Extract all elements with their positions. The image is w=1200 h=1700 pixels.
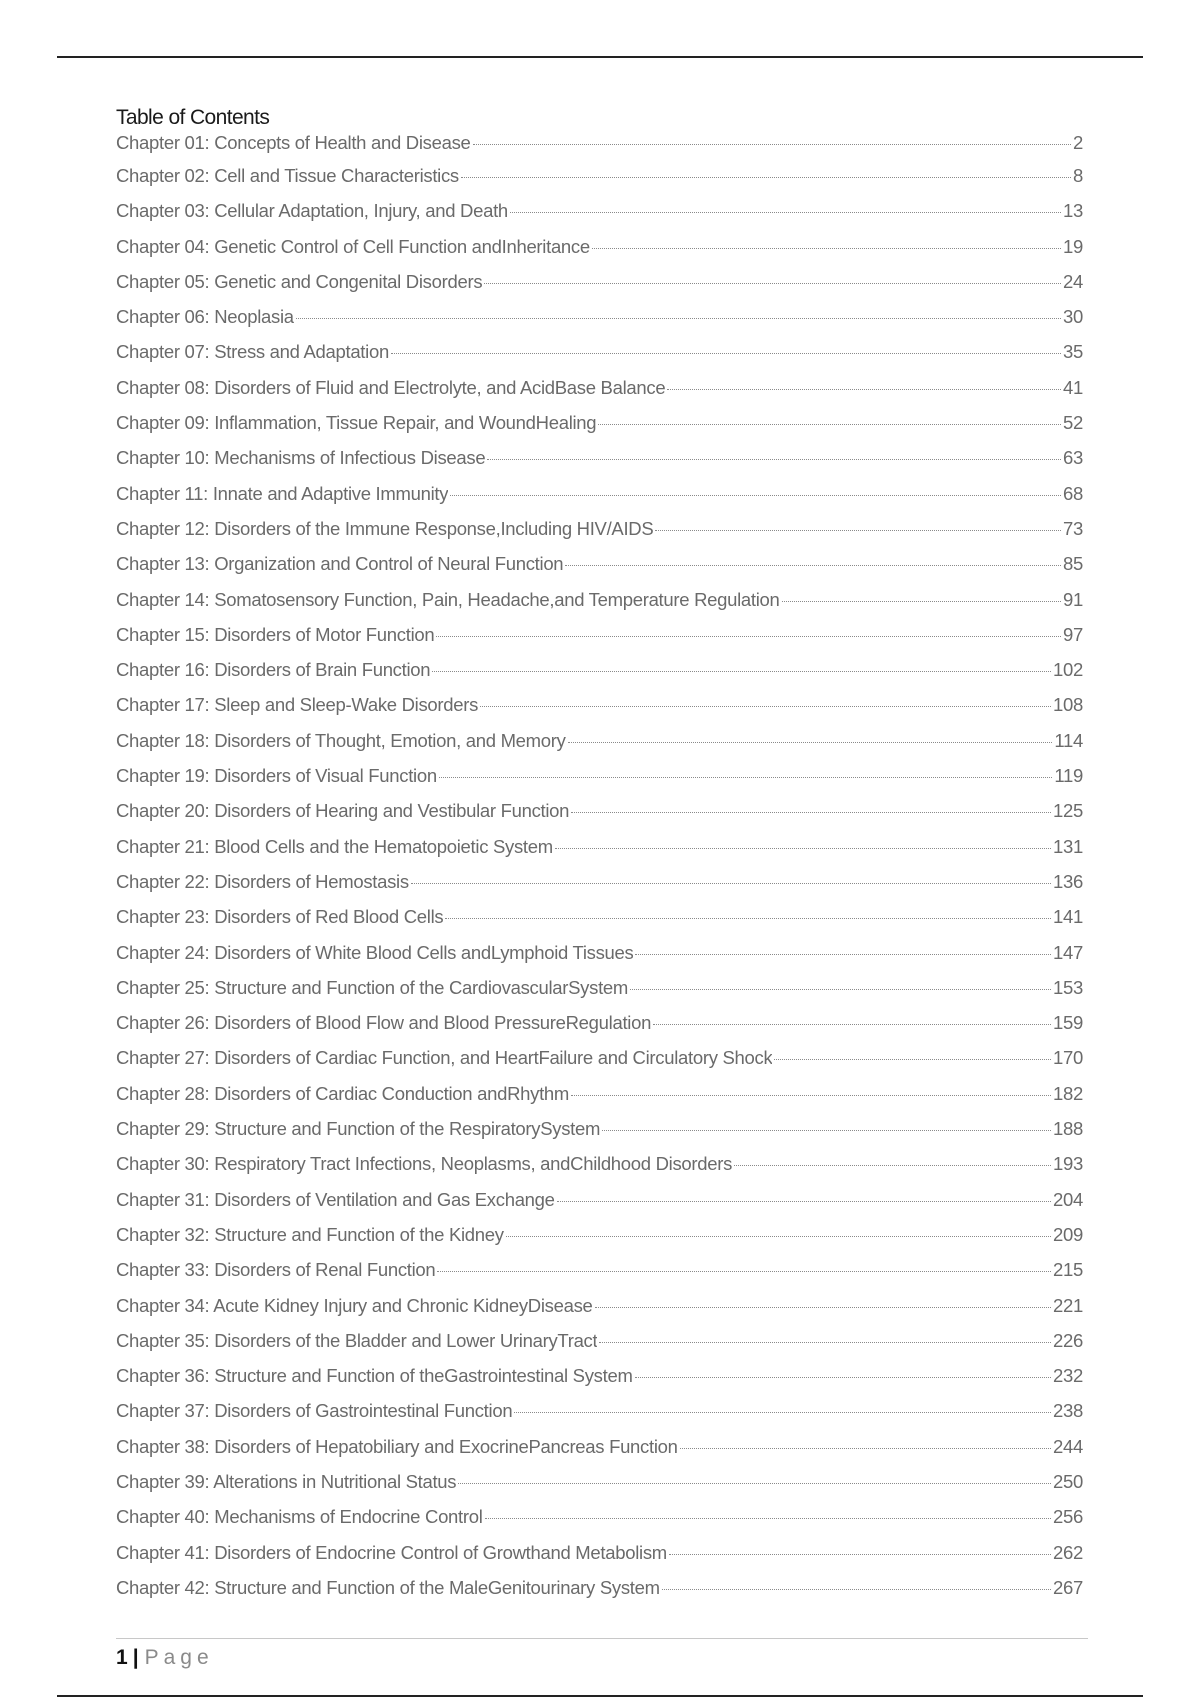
toc-entry[interactable] <box>116 765 1083 800</box>
dot-leader <box>480 706 1051 707</box>
toc-entry[interactable] <box>116 942 1083 977</box>
toc-list <box>116 132 1083 1612</box>
toc-entry-page: 41 <box>1063 376 1083 398</box>
toc-entry[interactable] <box>116 1400 1083 1435</box>
toc-entry[interactable] <box>116 1047 1083 1082</box>
dot-leader <box>411 883 1051 884</box>
toc-entry-page: 2 <box>1073 132 1083 153</box>
toc-entry[interactable] <box>116 1330 1083 1365</box>
footer-rule <box>116 1638 1088 1639</box>
toc-entry-page: 97 <box>1063 623 1083 645</box>
toc-entry-page: 108 <box>1053 694 1083 716</box>
toc-entry-label: Chapter 11: Innate and Adaptive Immunity <box>116 482 449 504</box>
dot-leader <box>555 848 1051 849</box>
toc-entry-label: Chapter 27: Disorders of Cardiac Function, and HeartFailure and Circulatory Shock <box>116 1047 773 1069</box>
dot-leader <box>635 1377 1051 1378</box>
dot-leader <box>774 1059 1051 1060</box>
toc-entry[interactable] <box>116 694 1083 729</box>
toc-entry-label: Chapter 04: Genetic Control of Cell Function andInheritance <box>116 235 590 257</box>
toc-entry-page: 226 <box>1053 1329 1083 1351</box>
dot-leader <box>667 389 1061 390</box>
toc-entry-label: Chapter 41: Disorders of Endocrine Control of Growthand Metabolism <box>116 1541 667 1563</box>
dot-leader <box>485 1518 1051 1519</box>
toc-entry[interactable] <box>116 977 1083 1012</box>
toc-entry-label: Chapter 09: Inflammation, Tissue Repair, and WoundHealing <box>116 412 597 434</box>
toc-entry[interactable] <box>116 1118 1083 1153</box>
dot-leader <box>662 1589 1051 1590</box>
toc-entry-label: Chapter 29: Structure and Function of the RespiratorySystem <box>116 1118 601 1140</box>
dot-leader <box>437 1271 1051 1272</box>
toc-entry-page: 13 <box>1063 200 1083 222</box>
toc-entry-page: 52 <box>1063 412 1083 434</box>
dot-leader <box>506 1236 1051 1237</box>
toc-entry-page: 30 <box>1063 306 1083 328</box>
toc-entry[interactable] <box>116 1506 1083 1541</box>
toc-entry-page: 102 <box>1053 659 1083 681</box>
toc-entry-page: 85 <box>1063 553 1083 575</box>
toc-entry-page: 147 <box>1053 941 1083 963</box>
toc-entry-label: Chapter 14: Somatosensory Function, Pain, Headache,and Temperature Regulation <box>116 588 780 610</box>
toc-entry[interactable] <box>116 1224 1083 1259</box>
toc-entry-label: Chapter 35: Disorders of the Bladder and Lower UrinaryTract <box>116 1329 598 1351</box>
toc-entry[interactable] <box>116 377 1083 412</box>
toc-entry[interactable] <box>116 1436 1083 1471</box>
toc-entry-label: Chapter 26: Disorders of Blood Flow and Blood PressureRegulation <box>116 1012 652 1034</box>
toc-entry-page: 153 <box>1053 976 1083 998</box>
toc-entry-page: 136 <box>1053 870 1083 892</box>
toc-entry-label: Chapter 05: Genetic and Congenital Disorders <box>116 270 483 292</box>
dot-leader <box>571 812 1051 813</box>
toc-entry-label: Chapter 22: Disorders of Hemostasis <box>116 870 409 892</box>
toc-entry[interactable] <box>116 271 1083 306</box>
toc-entry-label: Chapter 39: Alterations in Nutritional Status <box>116 1470 457 1492</box>
toc-entry-label: Chapter 07: Stress and Adaptation <box>116 341 389 363</box>
toc-entry-label: Chapter 18: Disorders of Thought, Emotion, and Memory <box>116 729 566 751</box>
toc-entry-label: Chapter 23: Disorders of Red Blood Cells <box>116 906 444 928</box>
toc-entry-label: Chapter 28: Disorders of Cardiac Conduction andRhythm <box>116 1082 570 1104</box>
dot-leader <box>514 1412 1051 1413</box>
toc-entry[interactable] <box>116 412 1083 447</box>
toc-entry[interactable] <box>116 1189 1083 1224</box>
toc-entry-label: Chapter 06: Neoplasia <box>116 306 294 328</box>
page-word: Page <box>144 1646 214 1669</box>
toc-entry[interactable] <box>116 1083 1083 1118</box>
toc-entry-page: 215 <box>1053 1259 1083 1281</box>
toc-entry-label: Chapter 30: Respiratory Tract Infections, Neoplasms, andChildhood Disorders <box>116 1153 733 1175</box>
page-footer <box>116 1643 214 1673</box>
toc-entry[interactable] <box>116 1295 1083 1330</box>
toc-entry[interactable] <box>116 589 1083 624</box>
toc-entry-page: 63 <box>1063 447 1083 469</box>
toc-entry[interactable] <box>116 1365 1083 1400</box>
toc-entry-page: 24 <box>1063 270 1083 292</box>
toc-entry[interactable] <box>116 165 1083 200</box>
toc-entry-page: 125 <box>1053 800 1083 822</box>
toc-entry[interactable] <box>116 800 1083 835</box>
toc-entry-label: Chapter 17: Sleep and Sleep-Wake Disorders <box>116 694 479 716</box>
dot-leader <box>445 918 1051 919</box>
toc-entry-page: 250 <box>1053 1470 1083 1492</box>
toc-title: Table of Contents <box>116 106 270 129</box>
toc-entry-page: 68 <box>1063 482 1083 504</box>
dot-leader <box>669 1554 1051 1555</box>
toc-entry[interactable] <box>116 624 1083 659</box>
toc-entry-label: Chapter 15: Disorders of Motor Function <box>116 623 435 645</box>
dot-leader <box>391 353 1061 354</box>
toc-entry[interactable] <box>116 132 1083 165</box>
toc-entry-page: 193 <box>1053 1153 1083 1175</box>
toc-entry-page: 170 <box>1053 1047 1083 1069</box>
toc-entry-page: 35 <box>1063 341 1083 363</box>
footer-separator: | <box>132 1646 139 1669</box>
toc-entry[interactable] <box>116 836 1083 871</box>
toc-entry-label: Chapter 31: Disorders of Ventilation and Gas Exchange <box>116 1188 555 1210</box>
dot-leader <box>571 1095 1051 1096</box>
dot-leader <box>461 177 1071 178</box>
toc-entry-page: 221 <box>1053 1294 1083 1316</box>
dot-leader <box>602 1130 1051 1131</box>
toc-entry-page: 141 <box>1053 906 1083 928</box>
toc-entry[interactable] <box>116 1012 1083 1047</box>
toc-entry-label: Chapter 25: Structure and Function of the CardiovascularSystem <box>116 976 629 998</box>
toc-entry-label: Chapter 38: Disorders of Hepatobiliary and ExocrinePancreas Function <box>116 1435 678 1457</box>
toc-entry[interactable] <box>116 518 1083 553</box>
toc-entry[interactable] <box>116 200 1083 235</box>
toc-entry-label: Chapter 13: Organization and Control of Neural Function <box>116 553 564 575</box>
toc-entry-label: Chapter 42: Structure and Function of the MaleGenitourinary System <box>116 1576 660 1598</box>
toc-entry-label: Chapter 33: Disorders of Renal Function <box>116 1259 436 1281</box>
toc-entry-page: 182 <box>1053 1082 1083 1104</box>
toc-entry-page: 131 <box>1053 835 1083 857</box>
dot-leader <box>782 601 1061 602</box>
toc-entry-page: 262 <box>1053 1541 1083 1563</box>
dot-leader <box>630 989 1051 990</box>
toc-entry-page: 256 <box>1053 1506 1083 1528</box>
toc-entry-page: 232 <box>1053 1365 1083 1387</box>
dot-leader <box>458 1483 1051 1484</box>
dot-leader <box>487 459 1061 460</box>
dot-leader <box>439 777 1053 778</box>
toc-entry-page: 19 <box>1063 235 1083 257</box>
toc-entry[interactable] <box>116 1153 1083 1188</box>
toc-entry-label: Chapter 01: Concepts of Health and Disease <box>116 132 471 153</box>
toc-entry-page: 244 <box>1053 1435 1083 1457</box>
toc-entry-page: 238 <box>1053 1400 1083 1422</box>
dot-leader <box>510 212 1061 213</box>
toc-entry-label: Chapter 20: Disorders of Hearing and Vestibular Function <box>116 800 570 822</box>
toc-entry-label: Chapter 16: Disorders of Brain Function <box>116 659 431 681</box>
dot-leader <box>436 636 1061 637</box>
dot-leader <box>484 283 1061 284</box>
dot-leader <box>734 1165 1051 1166</box>
page-number: 1 <box>116 1646 128 1669</box>
dot-leader <box>595 1307 1052 1308</box>
dot-leader <box>568 742 1053 743</box>
bottom-rule <box>57 1695 1143 1697</box>
toc-entry-label: Chapter 34: Acute Kidney Injury and Chronic KidneyDisease <box>116 1294 593 1316</box>
toc-entry-label: Chapter 08: Disorders of Fluid and Electrolyte, and AcidBase Balance <box>116 376 666 398</box>
dot-leader <box>635 954 1051 955</box>
dot-leader <box>680 1448 1051 1449</box>
toc-entry[interactable] <box>116 906 1083 941</box>
toc-entry-label: Chapter 32: Structure and Function of the Kidney <box>116 1223 504 1245</box>
table-of-contents <box>116 104 1083 1612</box>
toc-entry-label: Chapter 10: Mechanisms of Infectious Disease <box>116 447 486 469</box>
header-rule <box>57 56 1143 58</box>
dot-leader <box>592 248 1061 249</box>
dot-leader <box>473 144 1071 145</box>
toc-entry-label: Chapter 37: Disorders of Gastrointestinal Function <box>116 1400 513 1422</box>
toc-entry[interactable] <box>116 236 1083 271</box>
toc-entry-label: Chapter 24: Disorders of White Blood Cells andLymphoid Tissues <box>116 941 634 963</box>
dot-leader <box>655 530 1061 531</box>
toc-entry-label: Chapter 36: Structure and Function of theGastrointestinal System <box>116 1365 633 1387</box>
toc-entry[interactable] <box>116 447 1083 482</box>
toc-entry-page: 114 <box>1054 729 1083 751</box>
dot-leader <box>598 424 1061 425</box>
toc-entry[interactable] <box>116 553 1083 588</box>
toc-entry-page: 204 <box>1053 1188 1083 1210</box>
toc-entry[interactable] <box>116 1542 1083 1577</box>
toc-entry-label: Chapter 12: Disorders of the Immune Response,Including HIV/AIDS <box>116 517 654 539</box>
toc-entry-label: Chapter 19: Disorders of Visual Function <box>116 765 437 787</box>
dot-leader <box>557 1201 1051 1202</box>
toc-entry-label: Chapter 21: Blood Cells and the Hematopoietic System <box>116 835 553 857</box>
dot-leader <box>653 1024 1051 1025</box>
toc-entry[interactable] <box>116 659 1083 694</box>
toc-entry[interactable] <box>116 341 1083 376</box>
toc-entry-label: Chapter 40: Mechanisms of Endocrine Control <box>116 1506 483 1528</box>
toc-entry[interactable] <box>116 1259 1083 1294</box>
toc-entry-page: 159 <box>1053 1012 1083 1034</box>
toc-entry[interactable] <box>116 306 1083 341</box>
toc-entry-page: 91 <box>1063 588 1083 610</box>
toc-entry-page: 188 <box>1053 1118 1083 1140</box>
toc-entry[interactable] <box>116 730 1083 765</box>
toc-entry-page: 267 <box>1053 1576 1083 1598</box>
dot-leader <box>450 495 1061 496</box>
toc-entry-page: 8 <box>1073 165 1083 186</box>
dot-leader <box>296 318 1061 319</box>
toc-entry-page: 209 <box>1053 1223 1083 1245</box>
dot-leader <box>599 1342 1051 1343</box>
toc-entry[interactable] <box>116 1471 1083 1506</box>
toc-entry[interactable] <box>116 483 1083 518</box>
toc-entry-page: 73 <box>1063 517 1083 539</box>
toc-entry-label: Chapter 02: Cell and Tissue Characteristics <box>116 165 459 186</box>
toc-entry-page: 119 <box>1054 765 1083 787</box>
toc-entry-label: Chapter 03: Cellular Adaptation, Injury, and Death <box>116 200 508 222</box>
dot-leader <box>565 565 1061 566</box>
dot-leader <box>432 671 1051 672</box>
toc-entry[interactable] <box>116 871 1083 906</box>
toc-entry[interactable] <box>116 1577 1083 1612</box>
